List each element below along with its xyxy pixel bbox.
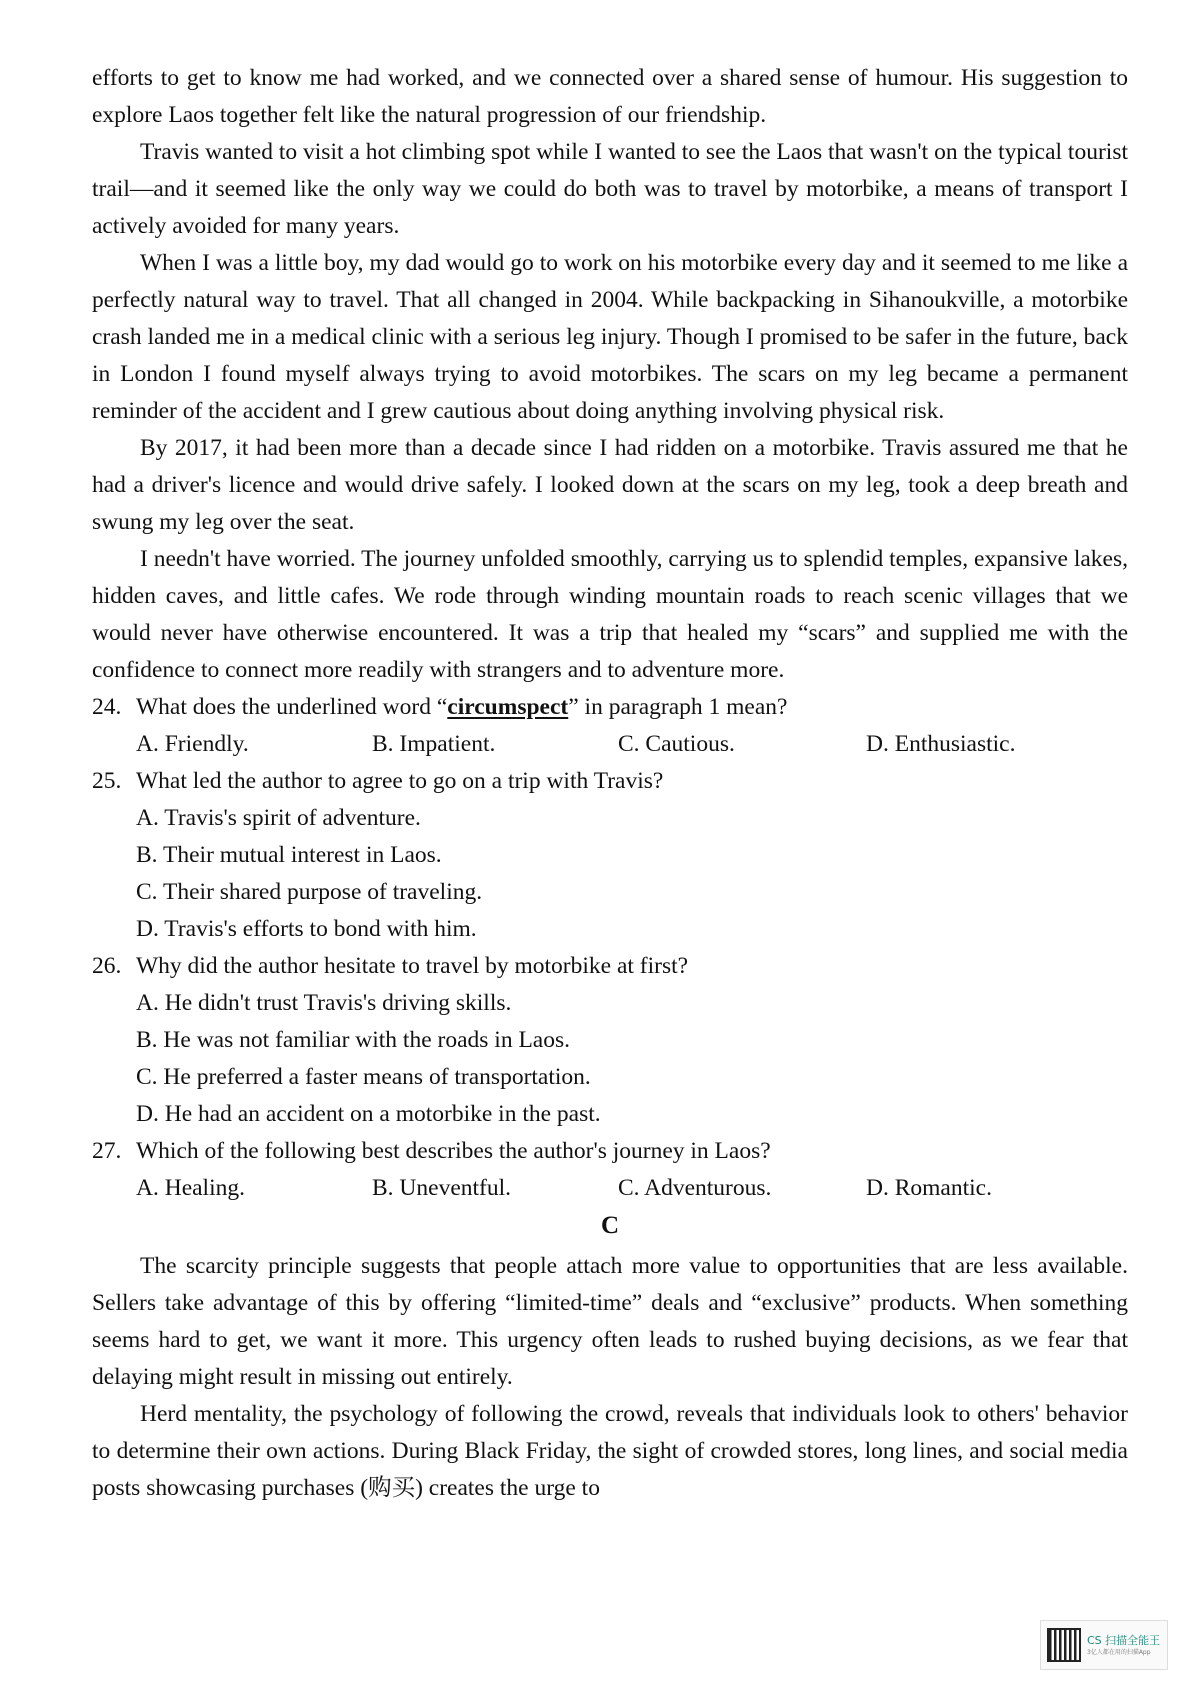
question-27 xyxy=(92,1133,1128,1170)
scanner-watermark-text xyxy=(1087,1634,1160,1657)
passage-paragraph: When I was a little boy, my dad would go to work on his motorbike every day and it seemed to me like a perfectly natural way to travel. That all changed in 2004. While backpacking in Sihanoukville, a motorbike crash landed me in a medical clinic with a serious leg injury. Though I promised to be safer in the future, back in London I found myself always trying to avoid motorbikes. The scars on my leg became a permanent reminder of the accident and I grew cautious about doing anything involving physical risk. xyxy=(92,250,1128,424)
question-26 xyxy=(92,948,1128,985)
option-b: B. He was not familiar with the roads in Laos. xyxy=(136,1027,571,1053)
underlined-word: circumspect xyxy=(447,694,569,720)
passage-paragraph: I needn't have worried. The journey unfolded smoothly, carrying us to splendid temples, expansive lakes, hidden caves, and little cafes. We rode through winding mountain roads to reach scenic villages that we would never have otherwise encountered. It was a trip that healed my “scars” and supplied me with the confidence to connect more readily with strangers and to adventure more. xyxy=(92,546,1128,683)
option-d: D. Romantic. xyxy=(866,1175,992,1201)
option-d: D. He had an accident on a motorbike in the past. xyxy=(136,1101,601,1127)
question-24-options xyxy=(92,726,1128,763)
option-b: B. Uneventful. xyxy=(372,1175,512,1201)
exam-page xyxy=(92,60,1128,1507)
option-d: D. Enthusiastic. xyxy=(866,731,1016,757)
option-c: C. Adventurous. xyxy=(618,1175,772,1201)
question-text: Which of the following best describes the author's journey in Laos? xyxy=(136,1138,771,1164)
option-b: B. Their mutual interest in Laos. xyxy=(136,842,442,868)
option-a: A. Travis's spirit of adventure. xyxy=(136,805,421,831)
scanner-subtitle: 3亿人都在用的扫描App xyxy=(1087,1648,1151,1656)
question-number: 26. xyxy=(92,953,122,979)
question-text: What led the author to agree to go on a trip with Travis? xyxy=(136,768,664,794)
question-text-pre: What does the underlined word “ xyxy=(136,694,448,720)
option-b: B. Impatient. xyxy=(372,731,496,757)
qr-code-icon xyxy=(1047,1628,1081,1662)
option-a: A. Healing. xyxy=(136,1175,245,1201)
passage-paragraph: efforts to get to know me had worked, and we connected over a shared sense of humour. His suggestion to explore Laos together felt like the natural progression of our friendship. xyxy=(92,65,1128,128)
option-c: C. He preferred a faster means of transportation. xyxy=(136,1064,591,1090)
option-a: A. Friendly. xyxy=(136,731,249,757)
question-24 xyxy=(92,689,1128,726)
question-number: 27. xyxy=(92,1138,122,1164)
question-number: 24. xyxy=(92,694,122,720)
question-27-options xyxy=(92,1170,1128,1207)
option-a: A. He didn't trust Travis's driving skills. xyxy=(136,990,512,1016)
passage-paragraph: The scarcity principle suggests that people attach more value to opportunities that are less available. Sellers take advantage of this by offering “limited-time” deals and “exclusive” products. When something seems hard to get, we want it more. This urgency often leads to rushed buying decisions, as we fear that delaying might result in missing out entirely. xyxy=(92,1253,1128,1390)
question-number: 25. xyxy=(92,768,122,794)
passage-paragraph: Travis wanted to visit a hot climbing spot while I wanted to see the Laos that wasn't on the typical tourist trail—and it seemed like the only way we could do both was to travel by motorbike, a means of transport I actively avoided for many years. xyxy=(92,139,1128,239)
option-c: C. Their shared purpose of traveling. xyxy=(136,879,483,905)
question-25 xyxy=(92,763,1128,800)
section-heading: C xyxy=(600,1212,620,1239)
question-text: Why did the author hesitate to travel by motorbike at first? xyxy=(136,953,689,979)
passage-paragraph: By 2017, it had been more than a decade since I had ridden on a motorbike. Travis assured me that he had a driver's licence and would drive safely. I looked down at the scars on my leg, took a deep breath and swung my leg over the seat. xyxy=(92,435,1128,535)
option-d: D. Travis's efforts to bond with him. xyxy=(136,916,477,942)
cs-logo: CS xyxy=(1087,1633,1102,1647)
scanner-title: 扫描全能王 xyxy=(1105,1633,1161,1647)
option-c: C. Cautious. xyxy=(618,731,735,757)
question-text-post: ” in paragraph 1 mean? xyxy=(568,694,788,720)
passage-paragraph: Herd mentality, the psychology of following the crowd, reveals that individuals look to others' behavior to determine their own actions. During Black Friday, the sight of crowded stores, long lines, and social media posts showcasing purchases (购买) creates the urge to xyxy=(92,1401,1128,1501)
scanner-watermark xyxy=(1040,1620,1168,1670)
